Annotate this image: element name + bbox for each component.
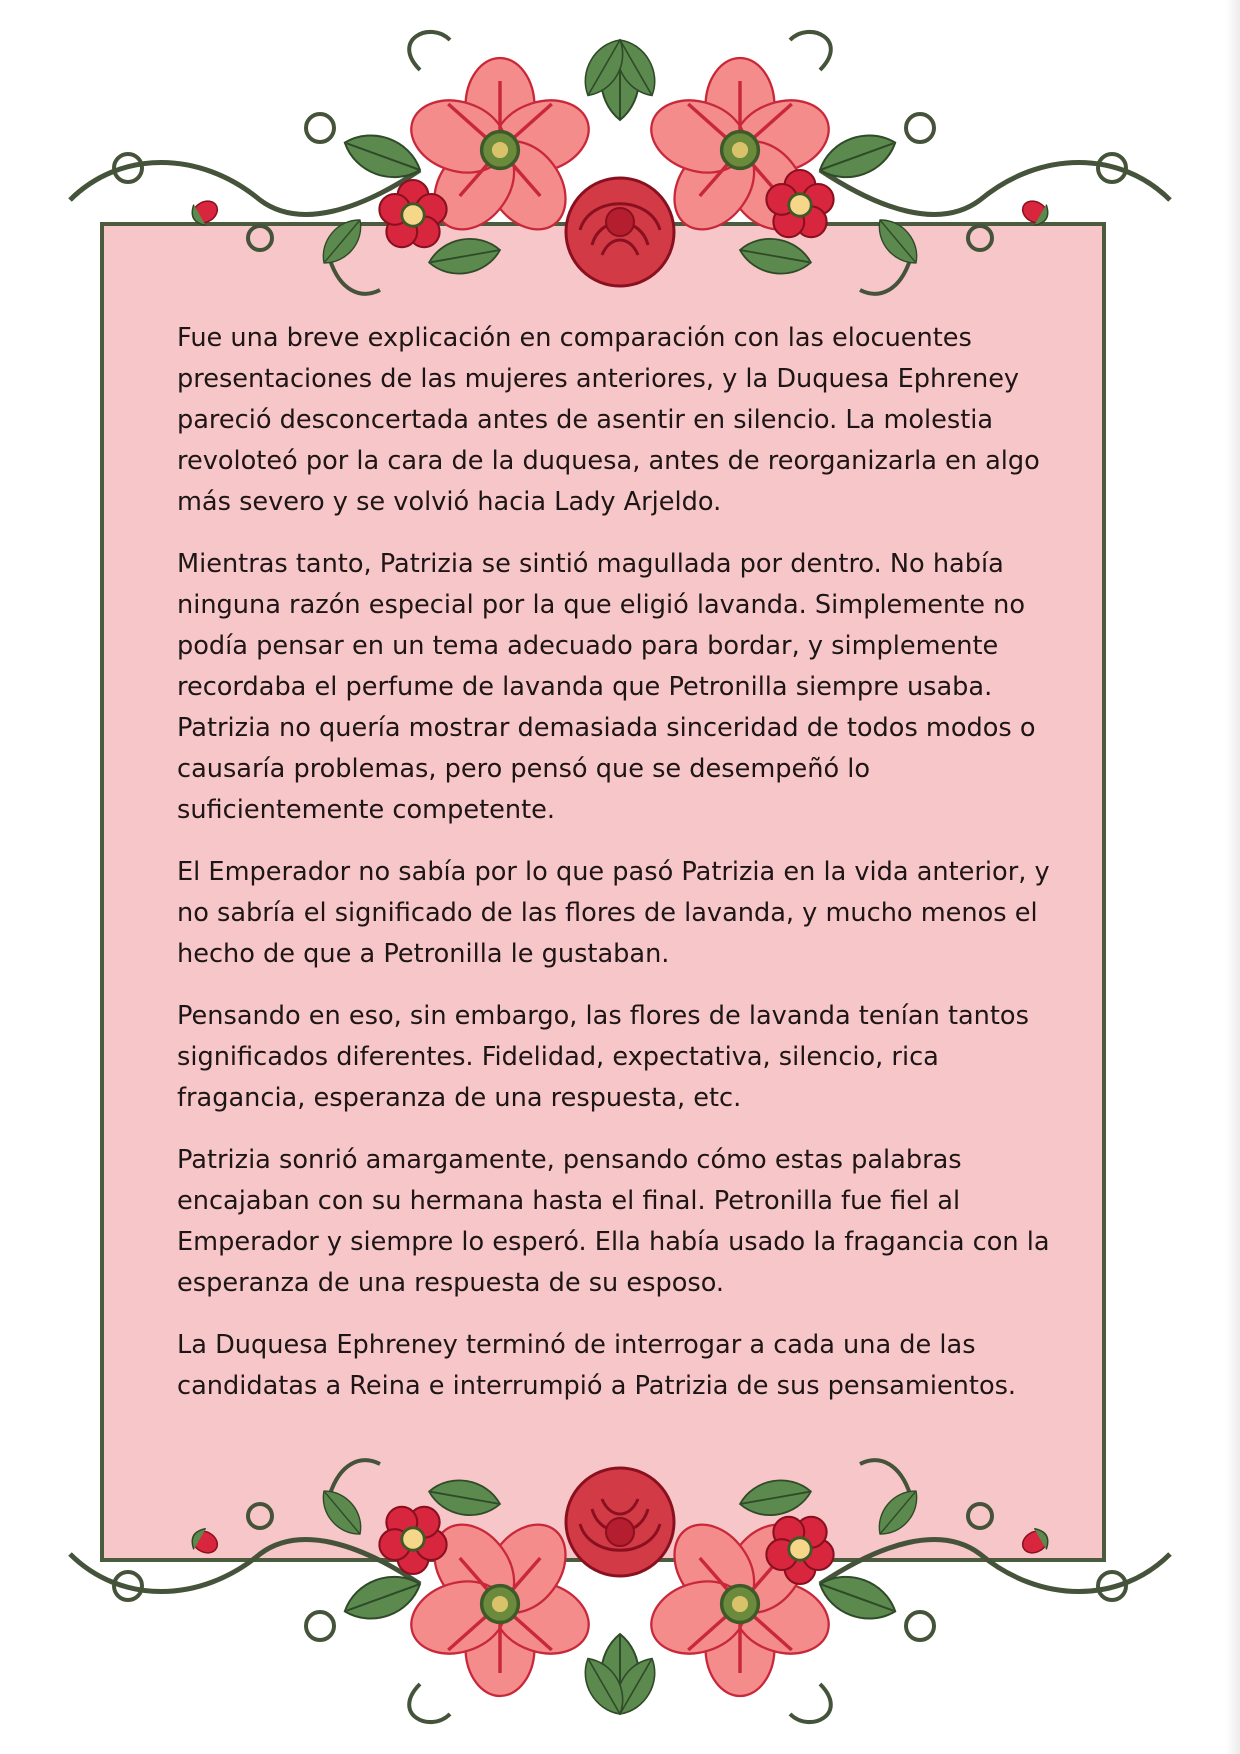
- paragraph: Patrizia sonrió amargamente, pensando cómo estas palabras encajaban con su hermana hasta el final. Petronilla fue fiel al Emperador y siempre lo esperó. Ella había usado la fragancia con la esperanza de una respuesta de su esposo.: [177, 1145, 1050, 1298]
- paragraph: Fue una breve explicación en comparación con las elocuentes presentaciones de las mujeres anteriores, y la Duquesa Ephreney pareció desconcertada antes de asentir en silencio. La molestia revoloteó por la cara de la duquesa, antes de reorganizarla en algo más severo y se volvió hacia Lady Arjeldo.: [177, 323, 1040, 517]
- paragraph: Pensando en eso, sin embargo, las flores de lavanda tenían tantos significados diferentes. Fidelidad, expectativa, silencio, rica fragancia, esperanza de una respuesta, etc.: [177, 1001, 1029, 1113]
- paragraph: La Duquesa Ephreney terminó de interrogar a cada una de las candidatas a Reina e interrumpió a Patrizia de sus pensamientos.: [177, 1330, 1017, 1401]
- floral-ornament-top: [0, 0, 1240, 340]
- paragraph: El Emperador no sabía por lo que pasó Patrizia en la vida anterior, y no sabría el significado de las flores de lavanda, y mucho menos el hecho de que a Petronilla le gustaban.: [177, 857, 1050, 969]
- story-text: [177, 318, 1072, 1428]
- floral-ornament-bottom: [0, 1414, 1240, 1754]
- paragraph: Mientras tanto, Patrizia se sintió magullada por dentro. No había ninguna razón especial por la que eligió lavanda. Simplemente no podía pensar en un tema adecuado para bordar, y simplemente recordaba el perfume de lavanda que Petronilla siempre usaba. Patrizia no quería mostrar demasiada sinceridad de todos modos o causaría problemas, pero pensó que se desempeñó lo suficientemente competente.: [177, 549, 1036, 825]
